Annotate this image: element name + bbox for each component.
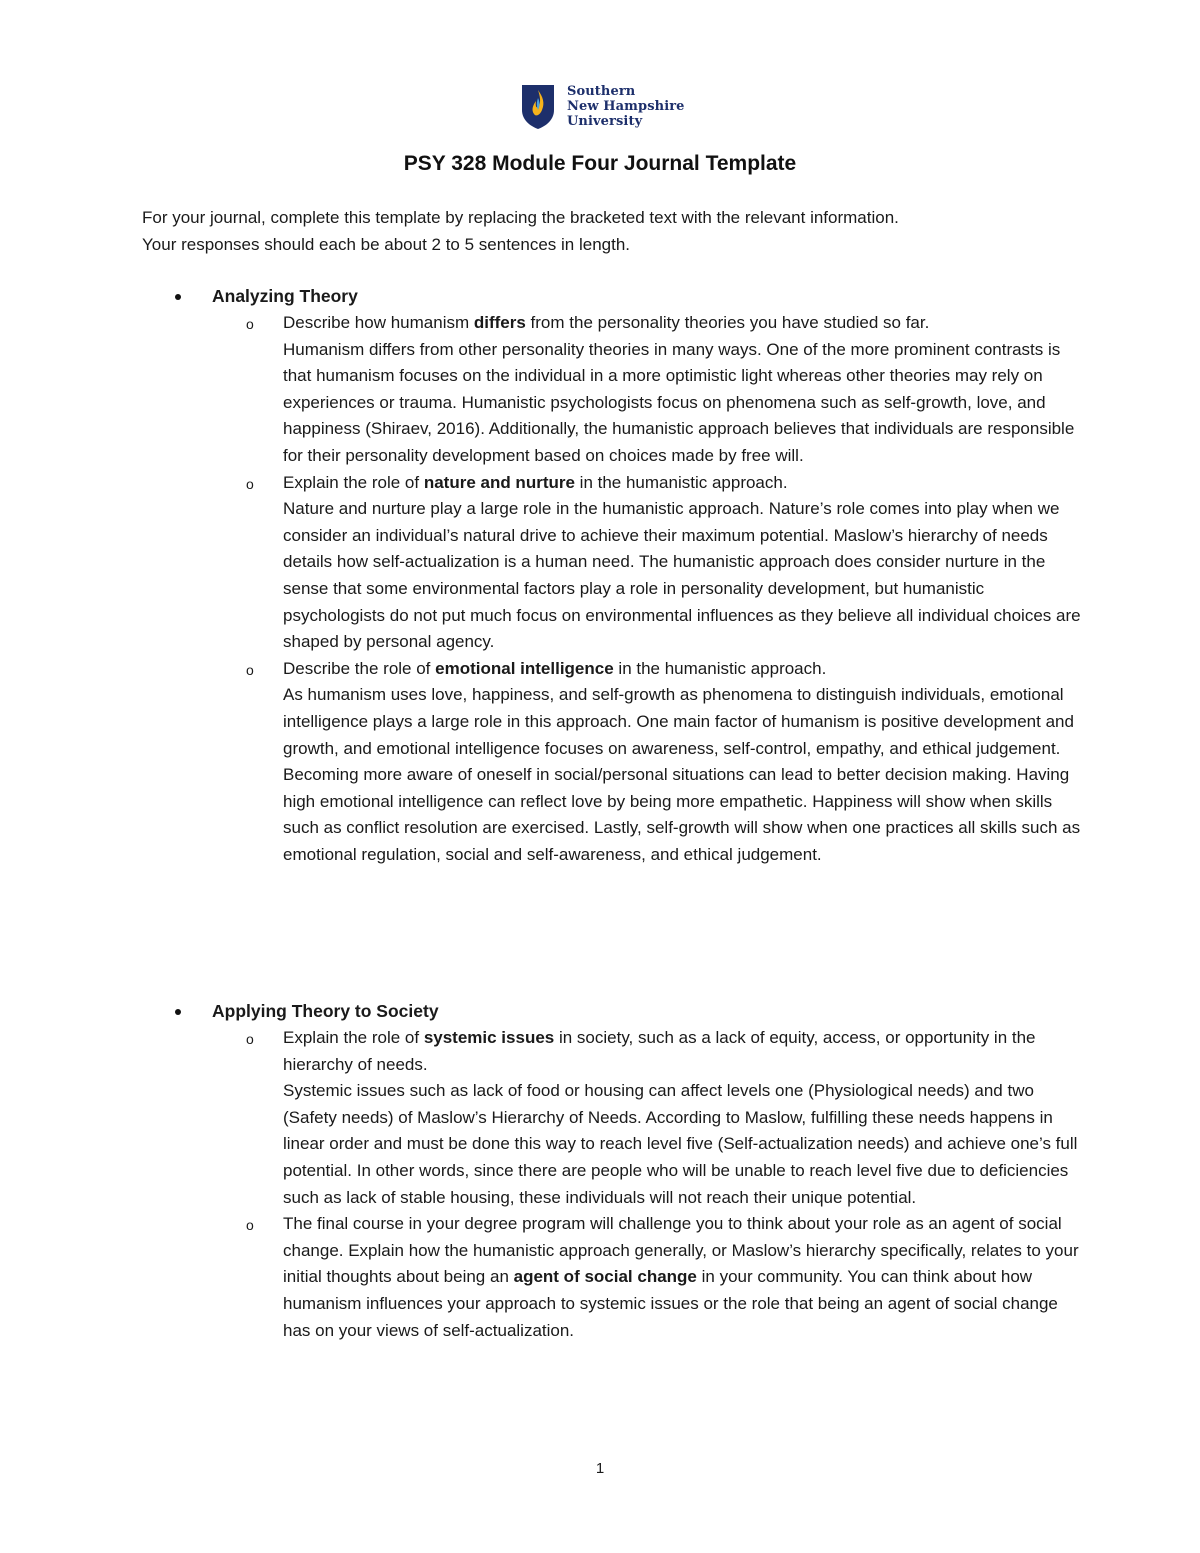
list-item <box>142 1025 1082 1211</box>
intro-line-2: Your responses should each be about 2 to 5 sentences in length. <box>142 234 631 254</box>
intro-paragraph <box>142 205 1082 258</box>
logo-line-3: University <box>567 114 643 129</box>
list-item <box>142 470 1082 656</box>
item-answer: Systemic issues such as lack of food or housing can affect levels one (Physiological needs) and two (Safety needs) of Maslow’s Hierarchy of Needs. According to Maslow, fulfilling these needs happens in linear order and must be done this way to reach level five (Self-actualization needs) and achieve one’s full potential. In other words, since there are people who will be unable to reach level five due to deficiencies such as lack of stable housing, these individuals will not reach their unique potential. <box>283 1081 1078 1207</box>
section-applying-theory <box>142 998 1082 1344</box>
list-marker-icon: o <box>246 475 254 492</box>
bullet-icon <box>175 1009 181 1015</box>
list-marker-icon: o <box>246 316 254 332</box>
logo-line-2: New Hampshire <box>567 99 685 114</box>
section-analyzing-theory <box>142 283 1082 868</box>
item-prompt: Explain the role of nature and nurture in the humanistic approach. <box>283 472 788 492</box>
intro-line-1: For your journal, complete this template by replacing the bracketed text with the relevant information. <box>142 208 899 227</box>
section-heading <box>142 283 1082 310</box>
list-marker-icon: o <box>246 1031 254 1047</box>
logo-wordmark <box>567 84 685 129</box>
section-heading-text: Analyzing Theory <box>212 286 358 306</box>
page-number: 1 <box>595 1460 605 1477</box>
section-heading <box>142 998 1082 1025</box>
list-item <box>142 656 1082 869</box>
logo-line-1: Southern <box>567 84 636 99</box>
item-prompt: Describe how humanism differs from the personality theories you have studied so far. <box>283 313 930 332</box>
item-answer: Humanism differs from other personality theories in many ways. One of the more prominent contrasts is that humanism focuses on the individual in a more optimistic light whereas other theories may rely on experiences or trauma. Humanistic psychologists focus on phenomena such as self-growth, love, and happiness (Shiraev, 2016). Additionally, the humanistic approach believes that individuals are responsible for their personality development based on choices made by free will. <box>283 339 1075 465</box>
section-heading-text: Applying Theory to Society <box>212 1001 439 1021</box>
item-prompt: The final course in your degree program will challenge you to think about your role as an agent of social change. Explain how the humanistic approach generally, or Maslow’s hierarchy specifically, relates to your initial thoughts about being an agent of social change in your community. You can think about how humanism influences your approach to systemic issues or the role that being an agent of social change has on your views of self-actualization. <box>283 1214 1079 1340</box>
list-marker-icon: o <box>246 1217 254 1234</box>
item-prompt: Explain the role of systemic issues in society, such as a lack of equity, access, or opportunity in the hierarchy of needs. <box>283 1028 1036 1074</box>
item-answer: As humanism uses love, happiness, and self-growth as phenomena to distinguish individuals, emotional intelligence plays a large role in this approach. One main factor of humanism is positive development and growth, and emotional intelligence focuses on awareness, self-control, empathy, and ethical judgement. Becoming more aware of oneself in social/personal situations can lead to better decision making. Having high emotional intelligence can reflect love by being more empathetic. Happiness will show when skills such as conflict resolution are exercised. Lastly, self-growth will show when one practices all skills such as emotional regulation, social and self-awareness, and ethical judgement. <box>283 685 1081 864</box>
list-item <box>142 1211 1082 1344</box>
item-answer: Nature and nurture play a large role in the humanistic approach. Nature’s role comes into play when we consider an individual’s natural drive to achieve their maximum potential. Maslow’s hierarchy of needs details how self-actualization is a human need. The humanistic approach does consider nurture in the sense that some environmental factors play a role in personality development, but humanistic psychologists do not put much focus on environmental influences as they believe all individual choices are shaped by personal agency. <box>283 499 1081 652</box>
list-marker-icon: o <box>246 661 254 678</box>
document-title: PSY 328 Module Four Journal Template <box>403 152 797 175</box>
item-prompt: Describe the role of emotional intelligence in the humanistic approach. <box>283 658 827 678</box>
shield-flame-icon <box>521 84 555 130</box>
university-logo <box>521 84 685 130</box>
bullet-icon <box>175 294 181 300</box>
list-item <box>142 310 1082 470</box>
